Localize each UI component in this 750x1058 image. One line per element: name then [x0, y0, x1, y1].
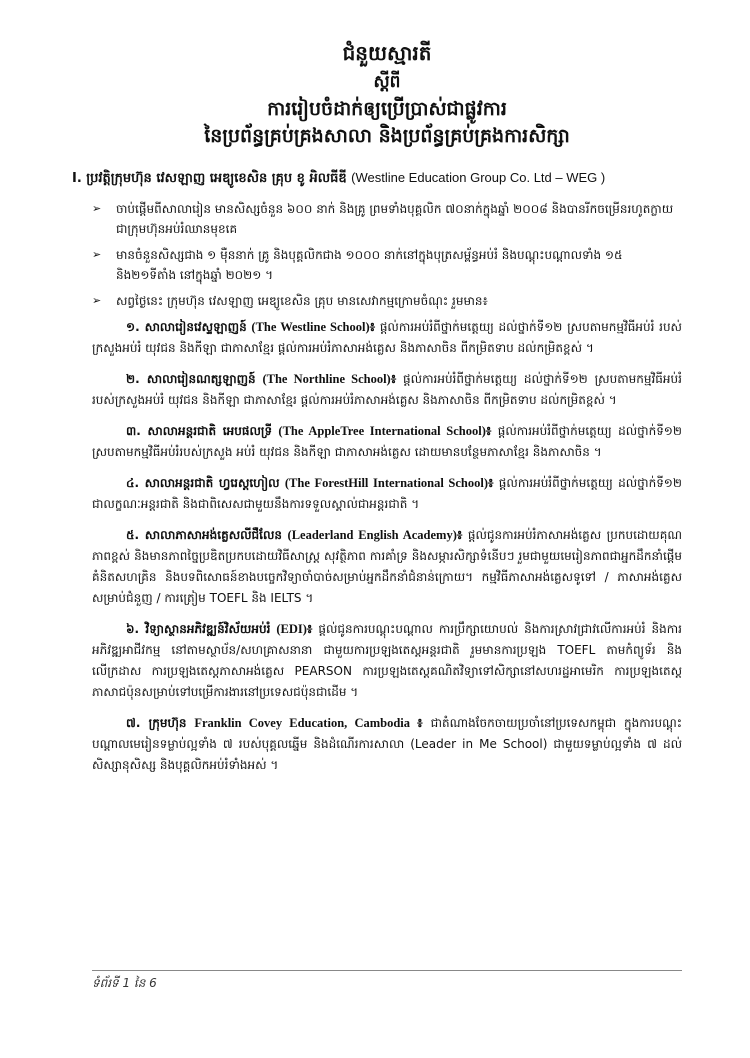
- school-description: ផ្តល់ការអប់រំពីថ្នាក់មត្តេយ្យ ដល់ថ្នាក់ទី១២ ស្របតាមកម្មវិធីអប់រំរបស់ក្រសួង អប់រំ យុវជន និងកីឡា ជាភាសាអង់គ្លេស ដោយមានបន្ថែមភាសាខ្មែរ និងភាសាចិន ។: [92, 424, 682, 459]
- title-line-3: ការរៀបចំដាក់ឲ្យប្រើប្រាស់ជាផ្លូវការ: [267, 98, 507, 120]
- bullet-text: មានចំនួនសិស្សជាង ១ ម៉ឺននាក់ គ្រូ និងបុគ្គលិកជាង ១០០០ នាក់នៅក្នុងបុត្រសម្ព័ន្ធអប់រំ និងបណ្តុះបណ្តាលទាំង ១៥ និង២១ទីតាំង នៅក្នុងឆ្នាំ ២០២១ ។: [116, 248, 623, 282]
- school-entry-7: [92, 713, 682, 776]
- bullet-text: សព្វថ្ងៃនេះ ក្រុមហ៊ុន វេសឡាញ អេឌ្យូខេសិន គ្រុប មានសេវាកម្មក្រោមចំណុះ រួមមាន៖: [116, 294, 488, 308]
- school-name-km: ១. សាលារៀនវេស្ទឡាញន៍: [126, 320, 247, 334]
- school-name-en: (The Westline School)៖: [251, 320, 376, 334]
- school-name-en: Franklin Covey Education, Cambodia ៖: [194, 716, 423, 730]
- footer-divider: [92, 970, 682, 971]
- school-entry-2: [92, 369, 682, 411]
- school-entry-3: [92, 421, 682, 463]
- bullet-item: [92, 245, 682, 285]
- school-name-en: (EDI)៖: [276, 622, 313, 636]
- page-number: ទំព័រទី 1 នៃ 6: [92, 976, 157, 990]
- school-description: ផ្តល់ការអប់រំពីថ្នាក់មត្តេយ្យ ដល់ថ្នាក់ទី១២ ជាលក្ខណៈអន្តរជាតិ និងជាពិសេសជាមួយនឹងការទទួលស្គាល់ជាអន្តរជាតិ ។: [92, 476, 682, 511]
- school-name-en: (The ForestHill International School)៖: [284, 476, 494, 490]
- school-entry-1: [92, 317, 682, 359]
- school-name-km: ៣. សាលាអន្តរជាតិ អេបផលទ្រី: [126, 424, 273, 438]
- title-line-1: ជំនួយស្មារតី: [342, 41, 432, 65]
- school-entry-4: [92, 473, 682, 515]
- section-heading: [72, 168, 682, 189]
- school-name-en: (The AppleTree International School)៖: [278, 424, 492, 438]
- school-description: ផ្តល់ការអប់រំពីថ្នាក់មត្តេយ្យ ដល់ថ្នាក់ទី១២ ស្របតាមកម្មវិធីអប់រំ របស់ក្រសួងអប់រំ យុវជន និងកីឡា ជាភាសាខ្មែរ ផ្តល់ការអប់រំភាសាអង់គ្លេស និងភាសាចិន ពីកម្រិតទាប ដល់កម្រិតខ្ពស់ ។: [92, 320, 682, 355]
- bullet-text: ចាប់ផ្តើមពីសាលារៀន មានសិស្សចំនួន ៦០០ នាក់ និងគ្រូ ព្រមទាំងបុគ្គលិក ៧០នាក់ក្នុងឆ្នាំ ២០០៨ និងបានរីកចម្រើនរហូតក្លាយជាក្រុមហ៊ុនអប់រំឈានមុខគេ: [116, 202, 674, 236]
- title-line-4: នៃប្រព័ន្ធគ្រប់គ្រងសាលា និងប្រព័ន្ធគ្រប់គ្រងការសិក្សា: [204, 125, 570, 147]
- school-name-en: (Leaderland English Academy)៖: [287, 528, 463, 542]
- document-title: [92, 40, 682, 150]
- title-line-2: ស្តីពី: [373, 72, 401, 92]
- school-name-km: ៤. សាលាអន្តរជាតិ ហ្វរេស្តហៀល: [126, 476, 280, 490]
- school-description: ផ្តល់ការអប់រំពីថ្នាក់មត្តេយ្យ ដល់ថ្នាក់ទី១២ ស្របតាមកម្មវិធីអប់រំ របស់ក្រសួងអប់រំ យុវជន និងកីឡា ជាភាសាខ្មែរ ផ្តល់ការអប់រំភាសាអង់គ្លេស និងភាសាចិន ពីកម្រិតទាប ដល់កម្រិតខ្ពស់ ។: [92, 372, 682, 407]
- arrow-bullet-icon: ➢: [92, 294, 102, 307]
- school-entry-6: [92, 619, 682, 703]
- school-description: ផ្តល់ជូនការអប់រំភាសាអង់គ្លេស ប្រកបដោយគុណភាពខ្ពស់ និងមានភាពច្នៃប្រឌិតប្រកបដោយវិធីសាស្ត្រ សុវត្ថិភាព ការគាំទ្រ និងសម្ភារសិក្សាទំនើបៗ រួមជាមួយមេរៀនភាពជាអ្នកដឹកនាំផ្តើម គំនិតសហគ្រិន និងបទពិសោធន៍ខាងបច្ចេកវិទ្យាចាំបាច់សម្រាប់អ្នកដឹកនាំជំនាន់ក្រោយ។ កម្មវិធីភាសាអង់គ្លេសទូទៅ / ភាសាអង់គ្លេសសម្រាប់ជំនួញ / ការត្រៀម TOEFL និង IELTS ។: [92, 528, 683, 605]
- school-name-km: ២. សាលារៀនណត្សឡាញន៍: [126, 372, 256, 386]
- bullet-item: [92, 199, 682, 239]
- school-description: ផ្តល់ជូនការបណ្តុះបណ្តាល ការប្រឹក្សាយោបល់ និងការស្រាវជ្រាវលើការអប់រំ និងការអភិវឌ្ឍអាជីវកម្ម នៅតាមស្ថាប័ន/សហគ្រាសនានា ជាមួយការប្រឡងតេស្តអន្តរជាតិ រួមមានការប្រឡង TOEFL តាមកំព្យូទ័រ និងលើក្រដាស ការប្រឡងតេស្តភាសាអង់គ្លេស PEARSON ការប្រឡងតេស្តគណិតវិទ្យាទៅសិក្សានៅសហរដ្ឋអាមេរិក ការប្រឡងតេស្តភាសាជប៉ុនសម្រាប់ទៅបម្រើការងារនៅប្រទេសជប៉ុនជាដើម ។: [92, 622, 682, 699]
- section-heading-km: I. ប្រវត្តិក្រុមហ៊ុន វេសឡាញ អេឌ្យូខេសិន គ្រុប ខូ អិលធីឌី: [72, 171, 347, 186]
- school-name-km: ៧. ក្រុមហ៊ុន: [126, 716, 187, 730]
- school-name-en: (The Northline School)៖: [262, 372, 397, 386]
- intro-bullet-list: [92, 199, 682, 311]
- arrow-bullet-icon: ➢: [92, 202, 102, 215]
- school-entry-5: [92, 525, 682, 609]
- school-name-km: ៥. សាលាភាសាអង់គ្លេសលីជឺលែន: [126, 528, 283, 542]
- school-description: ជាតំណាងចែកចាយប្រចាំនៅប្រទេសកម្ពុជា ក្នុងការបណ្តុះបណ្តាលមេរៀនទម្លាប់ល្អទាំង ៧ របស់បុគ្គលឆ្នើម និងដំណើរការសាលា (Leader in Me School) ជាមួយទម្លាប់ល្អទាំង ៧ ដល់សិស្សានុសិស្ស និងបុគ្គលិកអប់រំទាំងអស់ ។: [92, 716, 682, 772]
- arrow-bullet-icon: ➢: [92, 248, 102, 261]
- school-name-km: ៦. វិទ្យាស្ថានអភិវឌ្ឍន៍វិស័យអប់រំ: [126, 622, 271, 636]
- bullet-item: [92, 291, 682, 311]
- section-heading-en: (Westline Education Group Co. Ltd – WEG ): [351, 170, 606, 185]
